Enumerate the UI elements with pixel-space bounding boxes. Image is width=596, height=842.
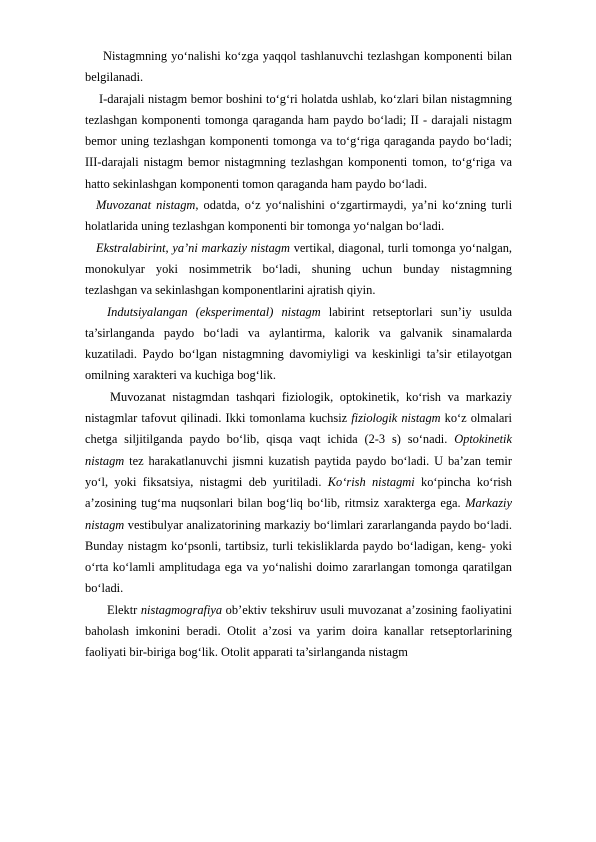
italic-term: Ekstralabirint, ya’ni markaziy nistagm [96, 240, 290, 255]
paragraph-nystagmus-types [85, 387, 512, 600]
italic-term: Muvozanat nistagm [96, 198, 196, 213]
paragraph-nystagmus-degrees [85, 89, 512, 195]
italic-term: Markaziy nistagm [85, 496, 512, 532]
text-segment: tez harakatlanuvchi jismni kuzatish paytida paydo bo‘ladi. U ba’zan temir yo‘l, yoki fiksatsiya, nistagmi deb yuritiladi. [85, 453, 512, 489]
text-segment: vestibulyar analizatorining markaziy bo‘limlari zararlanganda paydo bo‘ladi. Bunday nistagm ko‘psonli, tartibsiz, turli tekisliklarda paydo bo‘ladigan, keng- yoki o‘rta ko‘lamli amplitudaga ega va yo‘nalishi doimo zararlangan tomonga qaratilgan bo‘ladi. [85, 517, 512, 596]
text-segment: ob’ektiv tekshiruv usuli muvozanat a’zosining faoliyatini baholash imkonini beradi. Otolit a’zosi va yarim doira kanallar retseptorlarining faoliyati bir-biriga bog‘lik. Otolit apparati ta’sirlanganda nistagm [85, 602, 512, 660]
text-segment: ko‘pincha ko‘rish a’zosining tug‘ma nuqsonlari bilan bog‘liq bo‘lib, ritmsiz xarakterga ega. [85, 474, 512, 511]
paragraph-central-nystagmus [85, 238, 512, 302]
document-page [85, 46, 512, 664]
italic-term: Ko‘rish nistagmi [327, 474, 415, 489]
text-segment: , odatda, o‘z yo‘nalishini o‘zgartirmaydi, ya’ni ko‘zning turli holatlarida uning tezlashgan komponenti bir tomonga yo‘nalgan bo‘ladi. [85, 198, 513, 234]
text-segment: Muvozanat nistagmdan tashqari fiziologik, optokinetik, ko‘rish va markaziy nistagmlar tafovut qilinadi. Ikki tomonlama kuchsiz [85, 389, 512, 426]
italic-term: Indutsiyalangan (eksperimental) nistagm [107, 304, 321, 319]
italic-term: fiziologik nistagm [351, 411, 441, 426]
text-segment: I-darajali nistagm bemor boshini to‘g‘ri holatda ushlab, ko‘zlari bilan nistagmning tezlashgan komponenti tomonga qaraganda ham paydo bo‘ladi; II - darajali nistagm bemor uning tezlashgan komponenti tomonga va to‘g‘riga qaraganda paydo bo‘ladi; III-darajali nistagm bemor nistagmning tezlashgan komponenti tomon, to‘g‘riga va hatto sekinlashgan komponenti tomon qaraganda ham paydo bo‘ladi. [85, 91, 512, 191]
text-segment: labirint retseptorlari sun’iy usulda ta’sirlanganda paydo bo‘ladi va aylantirma, kalorik va galvanik sinamalarda kuzatiladi. Paydo bo‘lgan nistagmning davomiyligi va keskinligi ta’sir etilayotgan omilning xarakteri va kuchiga bog‘lik. [85, 304, 512, 383]
paragraph-induced-nystagmus [85, 302, 512, 387]
text-segment: vertikal, diagonal, turli tomonga yo‘nalgan, monokulyar yoki nosimmetrik bo‘ladi, shuning uchun bunday nistagmning tezlashgan va sekinlashgan komponentlarini ajratish qiyin. [85, 240, 512, 298]
text-segment: Nistagmning yo‘nalishi ko‘zga yaqqol tashlanuvchi tezlashgan komponenti bilan belgilanadi. [85, 49, 512, 85]
paragraph-balance-nystagmus [85, 195, 512, 238]
text-segment: ko‘z olmalari chetga siljitilganda paydo bo‘lib, qisqa vaqt ichida (2-3 s) so‘nadi. [85, 411, 513, 447]
paragraph-nystagmus-direction [85, 46, 512, 89]
italic-term: Optokinetik nistagm [85, 432, 512, 468]
italic-term: nistagmografiya [140, 602, 223, 617]
paragraph-electronystagmography [85, 600, 512, 664]
text-segment: Elektr [107, 602, 141, 617]
